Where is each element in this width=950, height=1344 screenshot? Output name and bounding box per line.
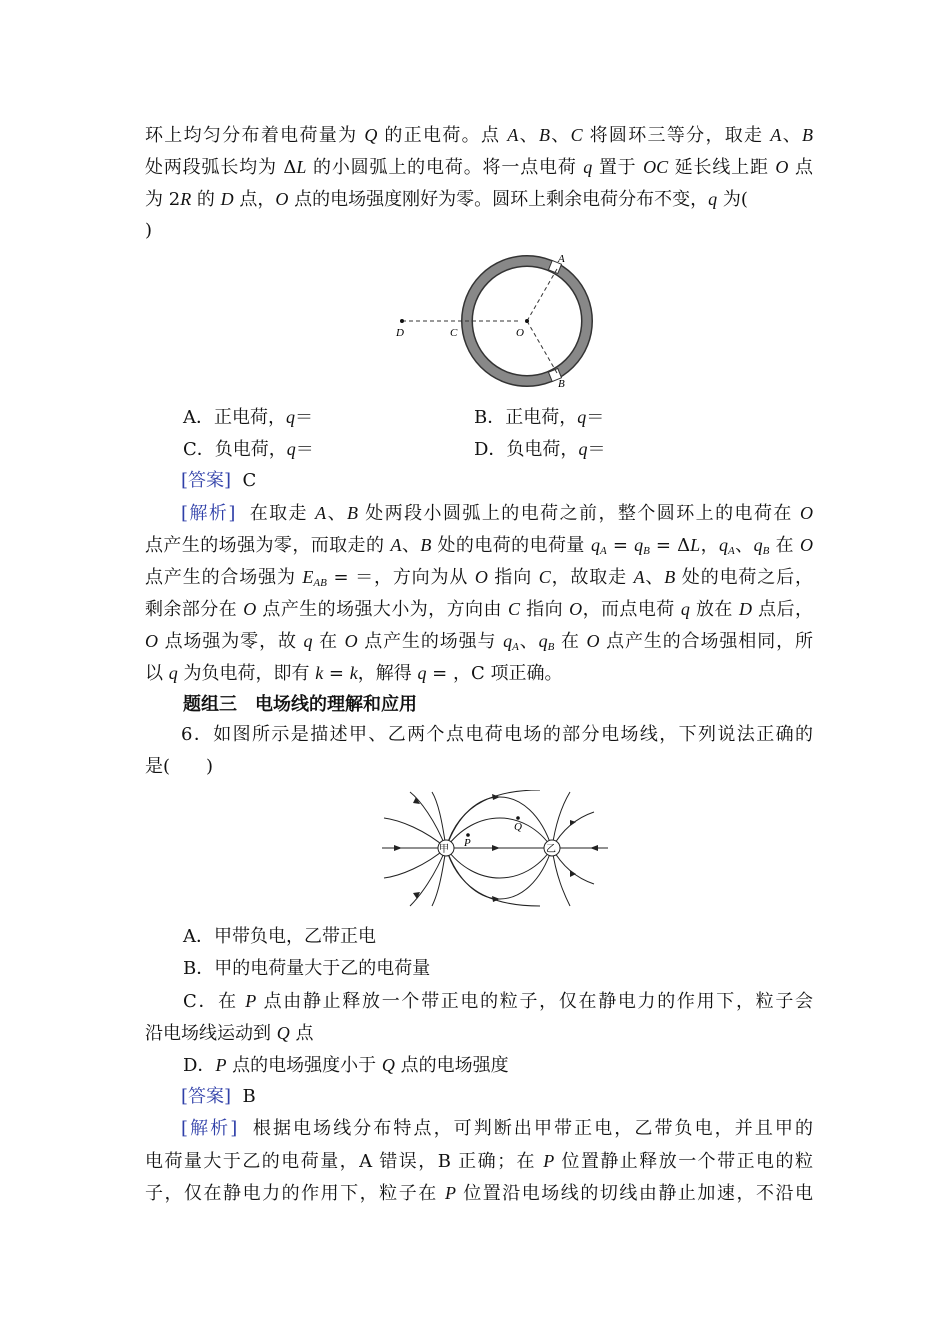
q6-analysis-line-3: 子，仅在静电力的作用下，粒子在 P 位置沿电场线的切线由静止加速，不沿电 bbox=[145, 1183, 813, 1204]
label-d: D bbox=[396, 327, 404, 339]
q6-answer bbox=[181, 1086, 849, 1108]
analysis-tag: [解析] bbox=[181, 1118, 238, 1139]
answer-tag: [答案] bbox=[181, 1086, 232, 1107]
label-a: A bbox=[558, 253, 565, 265]
ring-figure bbox=[390, 252, 605, 392]
q5-stem-line-1: 环上均匀分布着电荷量为 Q 的正电荷。点 A、B、C 将圆环三等分，取走 A、B bbox=[145, 125, 814, 146]
q6-option-c-line-1[interactable]: C．在 P 点由静止释放一个带正电的粒子，仅在静电力的作用下，粒子会 bbox=[183, 991, 813, 1012]
q6-stem-line-1: 6．如图所示是描述甲、乙两个点电荷电场的部分电场线，下列说法正确的 bbox=[181, 724, 813, 745]
q5-stem-line-4: ) bbox=[145, 220, 153, 241]
q6-analysis-line-2: 电荷量大于乙的电荷量，A 错误，B 正确；在 P 位置静止释放一个带正电的粒 bbox=[145, 1151, 813, 1172]
point-d bbox=[400, 319, 404, 323]
analysis-tag: [解析] bbox=[181, 503, 236, 524]
label-p: P bbox=[464, 837, 471, 849]
section-title: 题组三 电场线的理解和应用 bbox=[183, 694, 417, 715]
q5-option-b[interactable]: B．正电荷，q＝ bbox=[474, 407, 605, 428]
q6-option-a[interactable]: A．甲带负电，乙带正电 bbox=[183, 926, 376, 947]
q5-answer bbox=[181, 470, 849, 492]
q6-option-c-line-2[interactable]: 沿电场线运动到 Q 点 bbox=[145, 1023, 314, 1044]
q5-analysis-line-4: 剩余部分在 O 点产生的场强大小为，方向由 C 指向 O，而点电荷 q 放在 D 点后， bbox=[145, 599, 813, 620]
label-c: C bbox=[450, 327, 458, 339]
q5-analysis-line-2: 点产生的场强为零，而取走的 A、B 处的电荷的电荷量 $q_A = q_B = \Delta L$，$q_A$、$q_B$ 在 O bbox=[145, 535, 814, 557]
q5-analysis-line-3: 点产生的合场强为 $E_{AB}$ = ＝，方向为从 O 指向 C，故取走 A、B 处的电荷之后， bbox=[145, 567, 814, 589]
point-o bbox=[525, 319, 529, 323]
q5-analysis-line-1: [解析] 在取走 A、B 处两段小圆弧上的电荷之前，整个圆环上的电荷在 O bbox=[181, 503, 813, 524]
label-o: O bbox=[516, 327, 524, 339]
q6-analysis-line-1: [解析] 根据电场线分布特点，可判断出甲带正电，乙带负电，并且甲的 bbox=[181, 1118, 813, 1139]
q5-option-a[interactable]: A．正电荷，q＝ bbox=[183, 407, 313, 428]
q5-analysis-line-5: O 点场强为零，故 q 在 O 点产生的场强与 $q_A$、$q_B$ 在 O 点产生的合场强相同，所 bbox=[145, 631, 813, 653]
answer-value: B bbox=[242, 1086, 256, 1107]
q5-stem-line-3: 为 2R 的 D 点，O 点的电场强度刚好为零。圆环上剩余电荷分布不变，q 为( bbox=[145, 189, 748, 210]
point-q bbox=[516, 816, 520, 820]
q6-option-b[interactable]: B．甲的电荷量大于乙的电荷量 bbox=[183, 958, 431, 979]
field-lines-figure bbox=[380, 790, 610, 908]
q6-option-d[interactable]: D．P 点的电场强度小于 Q 点的电场强度 bbox=[183, 1055, 509, 1076]
q6-stem-line-2: 是( ) bbox=[145, 756, 214, 777]
answer-tag: [答案] bbox=[181, 470, 232, 491]
answer-value: C bbox=[242, 470, 257, 491]
label-jia: 甲 bbox=[439, 844, 449, 855]
q5-stem-line-2: 处两段弧长均为 ΔL 的小圆弧上的电荷。将一点电荷 q 置于 OC 延长线上距 O 点 bbox=[145, 157, 813, 178]
q5-option-c[interactable]: C．负电荷，q＝ bbox=[183, 439, 314, 460]
label-q: Q bbox=[514, 821, 522, 833]
q5-analysis-line-6: 以 q 为负电荷，即有 k = k，解得 q = ，C 项正确。 bbox=[145, 663, 563, 684]
label-b: B bbox=[558, 378, 565, 390]
q5-option-d[interactable]: D．负电荷，q＝ bbox=[474, 439, 606, 460]
label-yi: 乙 bbox=[546, 844, 556, 855]
